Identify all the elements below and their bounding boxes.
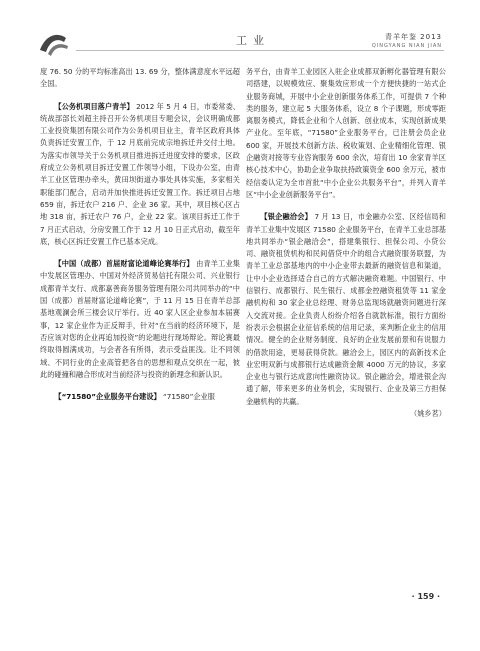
right-column bbox=[246, 66, 446, 420]
article-heading: 【“71580”企业服务平台建设】 bbox=[54, 392, 161, 402]
yearbook-title: 青羊年鉴 2013 bbox=[384, 33, 442, 41]
article-heading: 【公务机项目落户青羊】 bbox=[54, 101, 134, 111]
article-71580-platform bbox=[40, 391, 240, 403]
header-rule bbox=[76, 50, 444, 51]
article-body: 2012 年 5 月 4 日，市委常委、统战部部长刘超主持召开公务机项目专题会议，会议明确成都工业投资集团有限公司作为公务机项目业主，青羊区政府具体负责拆迁安置工作，于 12 月底前完成宗地拆迁并交付土地。为落实市领导关于公务机项目推进拆迁进度安排的要求，区政府成立公务机项目拆迁安置工作领导小组，下设办公室，由青羊工业区管理办牵头，黄田坝街道办事处具体实施，多家相关职能部门配合，启动并加快推进拆迁安置工作。拆迁项目占地 659 亩，拆迁农户 216 户、企业 36 家。其中，项目核心区占地 318 亩，拆迁农户 76 户，企业 22 家。该项目拆迁工作于 7 月正式启动，分房安置工作于 12 月 10 日正式启动，截至年底，核心区拆迁安置工作已基本完成。 bbox=[40, 101, 240, 246]
page-footer bbox=[40, 592, 440, 606]
article-business-jet bbox=[40, 101, 240, 249]
author-signature: （姚乡茗） bbox=[410, 409, 446, 419]
section-title: 工业 bbox=[236, 34, 270, 47]
article-bank-enterprise-meeting bbox=[246, 211, 446, 408]
yearbook-logo-icon bbox=[36, 28, 70, 58]
article-heading: 【银企融洽会】 bbox=[260, 212, 312, 222]
page-number: · 159 · bbox=[411, 592, 440, 601]
yearbook-title-en: QINGYANG NIAN JIAN bbox=[371, 43, 442, 49]
running-header bbox=[36, 28, 444, 68]
article-body: “71580”企业服 bbox=[160, 392, 215, 402]
article-heading: 【中国（成都）首届财富论道峰论赛举行】 bbox=[54, 259, 194, 269]
article-wealth-forum bbox=[40, 258, 240, 381]
continued-paragraph: 度 76. 50 分的平均标准高出 13. 69 分，整体满意度水平远超全国。 bbox=[40, 67, 240, 89]
article-body: 由青羊工业集中发展区管理办、中国对外经济贸易信托有限公司、兴业银行成都青羊支行、成都嘉善商务服务管理有限公司共同举办的“中国（成都）首届财富论道峰论赛”，于 11 月 15 日在青羊总部基地观澜会所三楼会议厅举行。近 40 家人区企业参加本届赛事，12 家企业作为正反辩手，针对“在当前的经济环境下，是否应该对您的企业再追加投资”的论题进行现场辩论。辩论赛最终取得圆满成功，与会者各有所得，表示受益匪浅。让不同领域、不同行业的企业高管把各自的思想和观点交织在一起，彼此的碰撞和融合形成对当前经济与投资的新理念和新认识。 bbox=[40, 259, 240, 379]
left-column bbox=[40, 66, 240, 403]
article-body: 7 月 13 日，市金融办公室、区经信局和青羊工业集中发展区 71580 企业服务平台，在青羊工业总部基地共同举办“银企融洽会”，搭建集银行、担保公司、小贷公司、融资租赁机构和民间借贷中介的组合式融资服务联盟，为青羊工业总部基地内的中小企业带去最新的融资信息和渠道，让中小企业选择适合自己的方式解决融资难题。中国银行、中信银行、成都银行、民生银行、成都金控融资租赁等 11 家金融机构和 30 家企业总经理、财务总监现场就融资问题进行深入交流对接。企业负责人纷纷介绍各自就款标准，银行方面纷纷表示会根据企业征信系统的信用记录，来判断企业主的信用情况。健全的企业财务制度、良好的企业发展前景和有说服力的借款用途，更易获得贷款。融洽会上，园区内的高新技术企业宏明双新与成都银行达成融资金额 4000 万元的协议，多家企业也与银行达成意向性融资协议。银企融洽会，增进银企沟通了解，带来更多的业务机会，实现银行、企业及第三方担保金融机构的共赢。 bbox=[246, 212, 446, 406]
continued-paragraph: 务平台，由青羊工业园区入驻企业成都双新孵化器管理有限公司搭建，以规模效应、聚集效应形成一个方便快捷的一站式企业服务商城，开展中小企业创新服务体系工作，可提供 7 个种类的服务，建立起 5 大服务体系，设立 8 个子课题，形成零距离服务模式，降低企业和个人创新、创业成本，实现创新成果产业化。至年底，“71580”企业服务平台，已注册会员企业 600 家，开展技术创新方法、税收策划、企业精细化管理、银企融资对接等专业咨询服务 600 余次，培育出 10 余家青羊区核心技术中心，协助企业争取扶持政策资金 600 余万元，被市经信委认定为全市首批“中小企业公共服务平台”，并列入青羊区“中小企业创新服务平台”。 bbox=[246, 67, 446, 199]
